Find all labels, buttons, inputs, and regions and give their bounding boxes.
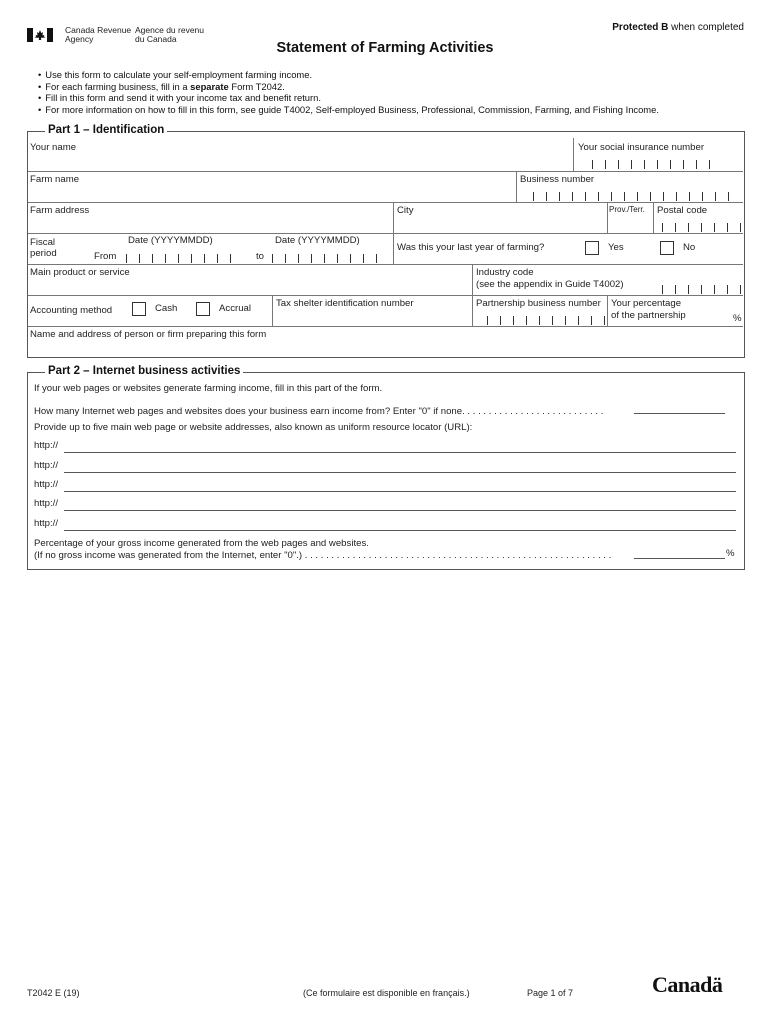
last-year-yes-checkbox[interactable] <box>585 241 599 255</box>
city-label: City <box>397 205 414 216</box>
part2-intro: If your web pages or websites generate farming income, fill in this part of the form. <box>34 383 383 394</box>
instructions-list <box>38 69 659 115</box>
part1-title: Part 1 – Identification <box>45 124 167 136</box>
web-income-note: (If no gross income was generated from the Internet, enter "0".) . . . . . . . . . . . . . . . . . . . . . . . . . . . . . . . . . . . . . . . . . . . . . . . . . . . . . . . . . . <box>34 550 612 561</box>
divider <box>653 202 654 233</box>
protected-suffix: when completed <box>668 22 744 33</box>
instruction-text: For each farming business, fill in a <box>45 80 191 92</box>
cash-label: Cash <box>155 303 178 314</box>
tax-shelter-field[interactable] <box>273 296 471 326</box>
business-number-label: Business number <box>520 174 595 185</box>
url-prefix: http:// <box>34 518 58 529</box>
preparer-field[interactable] <box>28 327 742 355</box>
divider <box>573 138 574 171</box>
last-year-no-checkbox[interactable] <box>660 241 674 255</box>
business-number-field[interactable] <box>533 192 729 201</box>
period-label: period <box>30 248 57 259</box>
no-label: No <box>683 242 696 253</box>
of-partnership-label: of the partnership <box>611 310 686 321</box>
last-year-question: Was this your last year of farming? <box>397 242 545 253</box>
page-number: Page 1 of 7 <box>527 988 574 998</box>
prov-field[interactable] <box>608 203 652 233</box>
farm-address-label: Farm address <box>30 205 90 216</box>
url-prefix: http:// <box>34 460 58 471</box>
fiscal-start-date-field[interactable] <box>126 254 231 263</box>
french-availability-note: (Ce formulaire est disponible en français.) <box>303 988 470 998</box>
fiscal-end-date-field[interactable] <box>272 254 377 263</box>
tax-shelter-label: Tax shelter identification number <box>276 298 414 309</box>
canada-wordmark: Canadä <box>652 972 723 997</box>
instruction-item <box>38 81 659 93</box>
agency-name-en: Canada Revenue Agency <box>65 25 132 44</box>
partnership-bn-field[interactable] <box>487 316 605 325</box>
your-name-field[interactable] <box>28 140 573 170</box>
sin-field[interactable] <box>592 160 710 169</box>
industry-code-label: Industry code <box>476 267 534 278</box>
web-income-question: Percentage of your gross income generated from the web pages and websites. <box>34 538 369 549</box>
accrual-label: Accrual <box>219 303 251 314</box>
postal-code-field[interactable] <box>662 223 741 232</box>
instruction-item: • Fill in this form and send it with your income tax and benefit return. <box>38 92 659 104</box>
industry-code-note: (see the appendix in Guide T4002) <box>476 279 624 290</box>
postal-code-label: Postal code <box>657 205 708 216</box>
instruction-item: • Use this form to calculate your self-employment farming income. <box>38 69 659 81</box>
main-product-label: Main product or service <box>30 267 130 278</box>
url-input-4[interactable] <box>64 510 736 511</box>
url-prefix: http:// <box>34 498 58 509</box>
from-label: From <box>94 251 117 262</box>
to-label: to <box>256 251 265 262</box>
url-input-5[interactable] <box>64 530 736 531</box>
protected-label: Protected B <box>612 22 669 33</box>
url-input-2[interactable] <box>64 472 736 473</box>
page-title: Statement of Farming Activities <box>276 40 494 56</box>
main-product-field[interactable] <box>28 265 471 295</box>
web-count-question: How many Internet web pages and websites does your business earn income from? Enter "0" if none. . . . . . . . . . . . . . . . . . . . . . . . . . . <box>34 406 604 417</box>
url-prefix: http:// <box>34 479 58 490</box>
instruction-tail: Form T2042. <box>228 80 285 92</box>
farm-name-label: Farm name <box>30 174 80 185</box>
prov-label: Prov./Terr. <box>609 205 645 214</box>
divider <box>393 233 394 264</box>
your-name-label: Your name <box>30 142 77 153</box>
date-from-label: Date (YYYYMMDD) <box>128 235 213 246</box>
instruction-item: • For more information on how to fill in this form, see guide T4002, Self-employed Business, Professional, Commission, Farming, and Fishing Income. <box>38 104 659 116</box>
web-income-percent-sign: % <box>726 548 735 559</box>
url-input-1[interactable] <box>64 452 736 453</box>
accrual-checkbox[interactable] <box>196 302 210 316</box>
your-percentage-label: Your percentage <box>611 298 682 309</box>
divider <box>516 171 517 202</box>
date-to-label: Date (YYYYMMDD) <box>275 235 360 246</box>
url-instructions: Provide up to five main web page or website addresses, also known as uniform resource locator (URL): <box>34 422 473 433</box>
form-identifier: T2042 E (19) <box>27 988 80 998</box>
fiscal-label: Fiscal <box>30 237 56 248</box>
partnership-percentage-field[interactable] <box>608 296 742 326</box>
web-count-input[interactable] <box>634 413 725 414</box>
farm-address-field[interactable] <box>28 203 392 233</box>
protected-note <box>560 22 744 33</box>
accounting-method-label: Accounting method <box>30 305 113 316</box>
divider <box>28 233 743 234</box>
city-field[interactable] <box>394 203 606 233</box>
instruction-bold: separate <box>190 80 229 92</box>
part2-title: Part 2 – Internet business activities <box>45 365 243 377</box>
agency-name-fr: Agence du revenu du Canada <box>135 25 204 44</box>
yes-label: Yes <box>608 242 624 253</box>
web-income-percentage-input[interactable] <box>634 558 725 559</box>
cash-checkbox[interactable] <box>132 302 146 316</box>
sin-label: Your social insurance number <box>578 142 705 153</box>
preparer-label: Name and address of person or firm preparing this form <box>30 329 267 340</box>
industry-code-field[interactable] <box>662 285 741 294</box>
url-prefix: http:// <box>34 440 58 451</box>
partnership-bn-label: Partnership business number <box>476 298 601 309</box>
partnership-percent-sign: % <box>733 313 742 324</box>
url-input-3[interactable] <box>64 491 736 492</box>
farm-name-field[interactable] <box>28 172 515 202</box>
